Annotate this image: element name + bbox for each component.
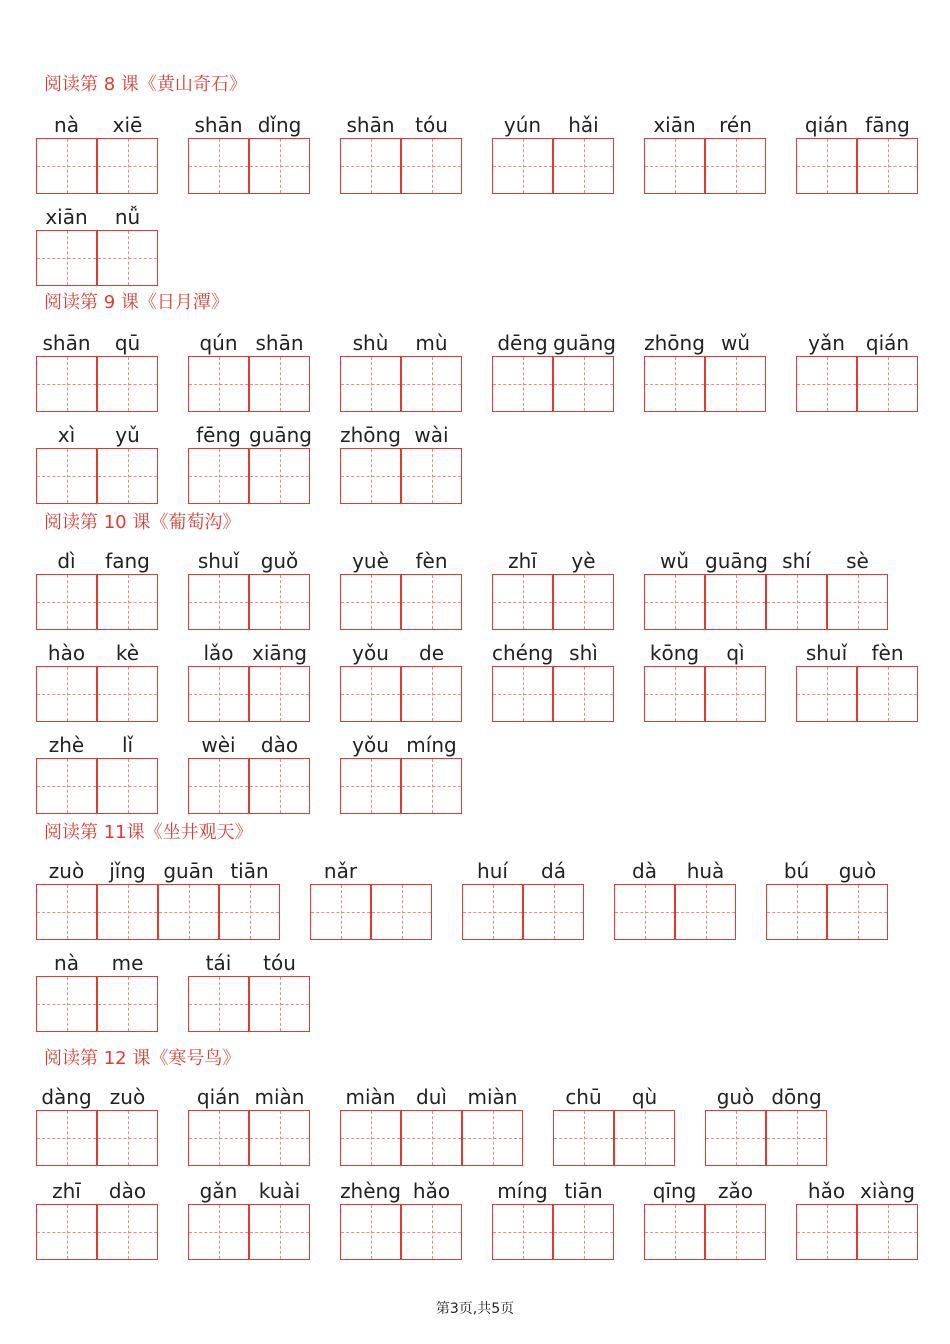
pinyin-label: shuǐ xyxy=(197,549,240,573)
writing-cell[interactable] xyxy=(188,1204,249,1260)
writing-cell[interactable] xyxy=(644,138,705,194)
writing-cell[interactable] xyxy=(97,138,158,194)
pinyin-label: shí xyxy=(782,549,811,573)
pinyin-label: hǎo xyxy=(807,1179,846,1203)
writing-cell[interactable] xyxy=(36,666,97,722)
writing-cell[interactable] xyxy=(36,1204,97,1260)
writing-cell[interactable] xyxy=(766,1110,827,1166)
writing-cell[interactable] xyxy=(614,1110,675,1166)
pinyin-label: tóu xyxy=(263,951,296,975)
pinyin-label: xiān xyxy=(653,113,696,137)
lesson-heading: 阅读第 11课《坐井观天》 xyxy=(44,822,253,843)
writing-cell[interactable] xyxy=(188,758,249,814)
pinyin-label: zhè xyxy=(48,733,85,757)
writing-cell[interactable] xyxy=(36,976,97,1032)
writing-cell[interactable] xyxy=(97,230,158,286)
pinyin-label: tái xyxy=(205,951,232,975)
page-footer: 第3页,共5页 xyxy=(435,1301,515,1317)
pinyin-label: dōng xyxy=(771,1085,822,1109)
writing-cell[interactable] xyxy=(766,574,827,630)
pinyin-label: fēng xyxy=(196,423,241,447)
pinyin-label: dào xyxy=(260,733,299,757)
writing-cell[interactable] xyxy=(705,666,766,722)
pinyin-label: de xyxy=(419,641,444,665)
writing-cell[interactable] xyxy=(36,448,97,504)
pinyin-label: fèn xyxy=(415,549,448,573)
pinyin-label: gǎn xyxy=(199,1179,238,1203)
writing-cell[interactable] xyxy=(705,1110,766,1166)
pinyin-label: qì xyxy=(726,641,745,665)
writing-cell[interactable] xyxy=(644,574,705,630)
pinyin-label: shān xyxy=(194,113,243,137)
pinyin-label: míng xyxy=(497,1179,548,1203)
writing-cell[interactable] xyxy=(97,448,158,504)
writing-cell[interactable] xyxy=(188,666,249,722)
writing-cell[interactable] xyxy=(492,1204,553,1260)
writing-cell[interactable] xyxy=(857,356,918,412)
pinyin-label: kōng xyxy=(649,641,700,665)
writing-cell[interactable] xyxy=(249,574,310,630)
writing-cell[interactable] xyxy=(97,1204,158,1260)
writing-cell[interactable] xyxy=(249,758,310,814)
writing-cell[interactable] xyxy=(36,884,97,940)
writing-cell[interactable] xyxy=(97,976,158,1032)
pinyin-label: shù xyxy=(352,331,389,355)
writing-cell[interactable] xyxy=(553,1204,614,1260)
pinyin-label: wǔ xyxy=(659,549,690,573)
writing-cell[interactable] xyxy=(827,574,888,630)
pinyin-label: qián xyxy=(804,113,849,137)
writing-cell[interactable] xyxy=(36,1110,97,1166)
pinyin-label: fāng xyxy=(865,113,910,137)
pinyin-label: zuò xyxy=(109,1085,146,1109)
writing-cell[interactable] xyxy=(644,1204,705,1260)
writing-cell[interactable] xyxy=(36,230,97,286)
writing-cell[interactable] xyxy=(340,356,401,412)
pinyin-label: kuài xyxy=(258,1179,301,1203)
writing-cell[interactable] xyxy=(249,1204,310,1260)
writing-cell[interactable] xyxy=(796,356,857,412)
pinyin-label: nà xyxy=(54,951,79,975)
writing-cell[interactable] xyxy=(188,448,249,504)
pinyin-label: qū xyxy=(114,331,141,355)
writing-cell[interactable] xyxy=(340,758,401,814)
pinyin-label: dà xyxy=(632,859,657,883)
writing-cell[interactable] xyxy=(857,666,918,722)
pinyin-label: guǒ xyxy=(260,549,299,573)
pinyin-label: guāng xyxy=(705,549,768,573)
writing-cell[interactable] xyxy=(97,574,158,630)
pinyin-label: miàn xyxy=(254,1085,305,1109)
pinyin-label: guān xyxy=(163,859,214,883)
writing-cell[interactable] xyxy=(401,448,462,504)
writing-cell[interactable] xyxy=(371,884,432,940)
writing-cell[interactable] xyxy=(492,138,553,194)
writing-cell[interactable] xyxy=(36,758,97,814)
pinyin-label: guāng xyxy=(553,331,616,355)
writing-cell[interactable] xyxy=(705,1204,766,1260)
writing-cell[interactable] xyxy=(188,574,249,630)
writing-cell[interactable] xyxy=(796,1204,857,1260)
writing-cell[interactable] xyxy=(188,1110,249,1166)
pinyin-label: fang xyxy=(105,549,150,573)
pinyin-label: wài xyxy=(414,423,449,447)
pinyin-label: bú xyxy=(783,859,810,883)
writing-cell[interactable] xyxy=(553,1110,614,1166)
writing-cell[interactable] xyxy=(705,356,766,412)
writing-cell[interactable] xyxy=(644,666,705,722)
pinyin-label: yǎn xyxy=(808,331,845,355)
writing-cell[interactable] xyxy=(97,884,158,940)
pinyin-label: zhī xyxy=(508,549,537,573)
pinyin-label: qián xyxy=(196,1085,241,1109)
writing-cell[interactable] xyxy=(644,356,705,412)
pinyin-label: lǐ xyxy=(121,733,134,757)
writing-cell[interactable] xyxy=(249,448,310,504)
pinyin-label: qù xyxy=(631,1085,658,1109)
writing-cell[interactable] xyxy=(249,138,310,194)
writing-cell[interactable] xyxy=(340,1110,401,1166)
pinyin-label: dì xyxy=(57,549,76,573)
writing-cell[interactable] xyxy=(462,1110,523,1166)
writing-cell[interactable] xyxy=(249,356,310,412)
writing-cell[interactable] xyxy=(553,356,614,412)
writing-cell[interactable] xyxy=(401,666,462,722)
writing-cell[interactable] xyxy=(158,884,219,940)
pinyin-label: yǒu xyxy=(352,641,389,665)
writing-cell[interactable] xyxy=(705,574,766,630)
writing-cell[interactable] xyxy=(249,976,310,1032)
writing-cell[interactable] xyxy=(340,1204,401,1260)
writing-cell[interactable] xyxy=(492,666,553,722)
pinyin-label: wǔ xyxy=(720,331,751,355)
pinyin-label: nǎr xyxy=(323,859,358,883)
writing-cell[interactable] xyxy=(340,138,401,194)
writing-cell[interactable] xyxy=(796,138,857,194)
pinyin-label: shì xyxy=(569,641,598,665)
writing-cell[interactable] xyxy=(188,138,249,194)
pinyin-label: guāng xyxy=(249,423,312,447)
pinyin-label: huà xyxy=(686,859,725,883)
pinyin-label: xiē xyxy=(112,113,143,137)
writing-cell[interactable] xyxy=(219,884,280,940)
writing-cell[interactable] xyxy=(97,666,158,722)
writing-cell[interactable] xyxy=(36,574,97,630)
pinyin-label: xiàng xyxy=(859,1179,916,1203)
pinyin-label: shān xyxy=(255,331,304,355)
pinyin-label: lǎo xyxy=(203,641,234,665)
writing-cell[interactable] xyxy=(401,1204,462,1260)
pinyin-label: nǚ xyxy=(114,205,141,229)
pinyin-label: zhī xyxy=(52,1179,81,1203)
writing-cell[interactable] xyxy=(97,356,158,412)
writing-cell[interactable] xyxy=(340,666,401,722)
writing-cell[interactable] xyxy=(796,666,857,722)
pinyin-label: tiān xyxy=(564,1179,603,1203)
writing-cell[interactable] xyxy=(857,1204,918,1260)
pinyin-label: dēng xyxy=(497,331,548,355)
writing-cell[interactable] xyxy=(553,666,614,722)
pinyin-label: miàn xyxy=(467,1085,518,1109)
writing-cell[interactable] xyxy=(249,1110,310,1166)
pinyin-label: nà xyxy=(54,113,79,137)
pinyin-label: dàng xyxy=(41,1085,92,1109)
pinyin-label: zhèng xyxy=(340,1179,401,1203)
pinyin-label: yè xyxy=(571,549,596,573)
lesson-heading: 阅读第 8 课《黄山奇石》 xyxy=(44,74,247,95)
writing-cell[interactable] xyxy=(553,138,614,194)
pinyin-label: chū xyxy=(565,1085,602,1109)
writing-cell[interactable] xyxy=(188,356,249,412)
writing-cell[interactable] xyxy=(827,884,888,940)
pinyin-label: hào xyxy=(47,641,86,665)
writing-cell[interactable] xyxy=(523,884,584,940)
pinyin-label: xì xyxy=(57,423,76,447)
writing-cell[interactable] xyxy=(857,138,918,194)
writing-cell[interactable] xyxy=(97,1110,158,1166)
pinyin-label: yún xyxy=(503,113,542,137)
pinyin-label: miàn xyxy=(345,1085,396,1109)
writing-cell[interactable] xyxy=(462,884,523,940)
pinyin-label: xiān xyxy=(45,205,88,229)
writing-cell[interactable] xyxy=(36,138,97,194)
pinyin-label: shān xyxy=(346,113,395,137)
pinyin-label: mù xyxy=(415,331,448,355)
pinyin-label: dǐng xyxy=(257,113,302,137)
writing-cell[interactable] xyxy=(249,666,310,722)
pinyin-label: sè xyxy=(846,549,869,573)
pinyin-label: guò xyxy=(838,859,877,883)
writing-cell[interactable] xyxy=(340,574,401,630)
writing-cell[interactable] xyxy=(614,884,675,940)
lesson-heading: 阅读第 10 课《葡萄沟》 xyxy=(44,512,241,533)
writing-cell[interactable] xyxy=(36,356,97,412)
pinyin-label: yuè xyxy=(352,549,389,573)
pinyin-label: shuǐ xyxy=(805,641,848,665)
pinyin-label: xiāng xyxy=(251,641,308,665)
pinyin-label: chéng xyxy=(492,641,554,665)
writing-cell[interactable] xyxy=(553,574,614,630)
pinyin-label: qián xyxy=(865,331,910,355)
lesson-heading: 阅读第 9 课《日月潭》 xyxy=(44,292,229,313)
pinyin-label: dá xyxy=(541,859,566,883)
pinyin-label: hǎi xyxy=(568,113,599,137)
writing-cell[interactable] xyxy=(188,976,249,1032)
pinyin-label: zǎo xyxy=(718,1179,753,1203)
writing-cell[interactable] xyxy=(492,356,553,412)
pinyin-label: me xyxy=(111,951,144,975)
writing-cell[interactable] xyxy=(401,356,462,412)
lesson-heading: 阅读第 12 课《寒号鸟》 xyxy=(44,1048,241,1069)
writing-cell[interactable] xyxy=(492,574,553,630)
writing-cell[interactable] xyxy=(705,138,766,194)
pinyin-label: qún xyxy=(199,331,238,355)
pinyin-label: míng xyxy=(406,733,457,757)
writing-cell[interactable] xyxy=(675,884,736,940)
pinyin-label: yǒu xyxy=(352,733,389,757)
pinyin-label: yǔ xyxy=(115,423,140,447)
writing-cell[interactable] xyxy=(401,574,462,630)
pinyin-label: zhōng xyxy=(340,423,401,447)
pinyin-label: qīng xyxy=(652,1179,697,1203)
pinyin-label: tóu xyxy=(415,113,448,137)
pinyin-label xyxy=(371,856,432,886)
pinyin-label: kè xyxy=(115,641,140,665)
pinyin-label: guò xyxy=(716,1085,755,1109)
pinyin-label: zhōng xyxy=(644,331,705,355)
pinyin-label: duì xyxy=(416,1085,447,1109)
pinyin-label: huí xyxy=(477,859,508,883)
pinyin-label: rén xyxy=(719,113,752,137)
pinyin-label: hǎo xyxy=(412,1179,451,1203)
writing-cell[interactable] xyxy=(401,758,462,814)
pinyin-label: fèn xyxy=(871,641,904,665)
writing-cell[interactable] xyxy=(97,758,158,814)
pinyin-label: dào xyxy=(108,1179,147,1203)
pinyin-label: shān xyxy=(42,331,91,355)
pinyin-label: wèi xyxy=(201,733,236,757)
writing-cell[interactable] xyxy=(766,884,827,940)
pinyin-label: zuò xyxy=(48,859,85,883)
writing-cell[interactable] xyxy=(310,884,371,940)
pinyin-label: jǐng xyxy=(109,859,146,883)
pinyin-label: tiān xyxy=(230,859,269,883)
writing-cell[interactable] xyxy=(401,1110,462,1166)
writing-cell[interactable] xyxy=(340,448,401,504)
writing-cell[interactable] xyxy=(401,138,462,194)
